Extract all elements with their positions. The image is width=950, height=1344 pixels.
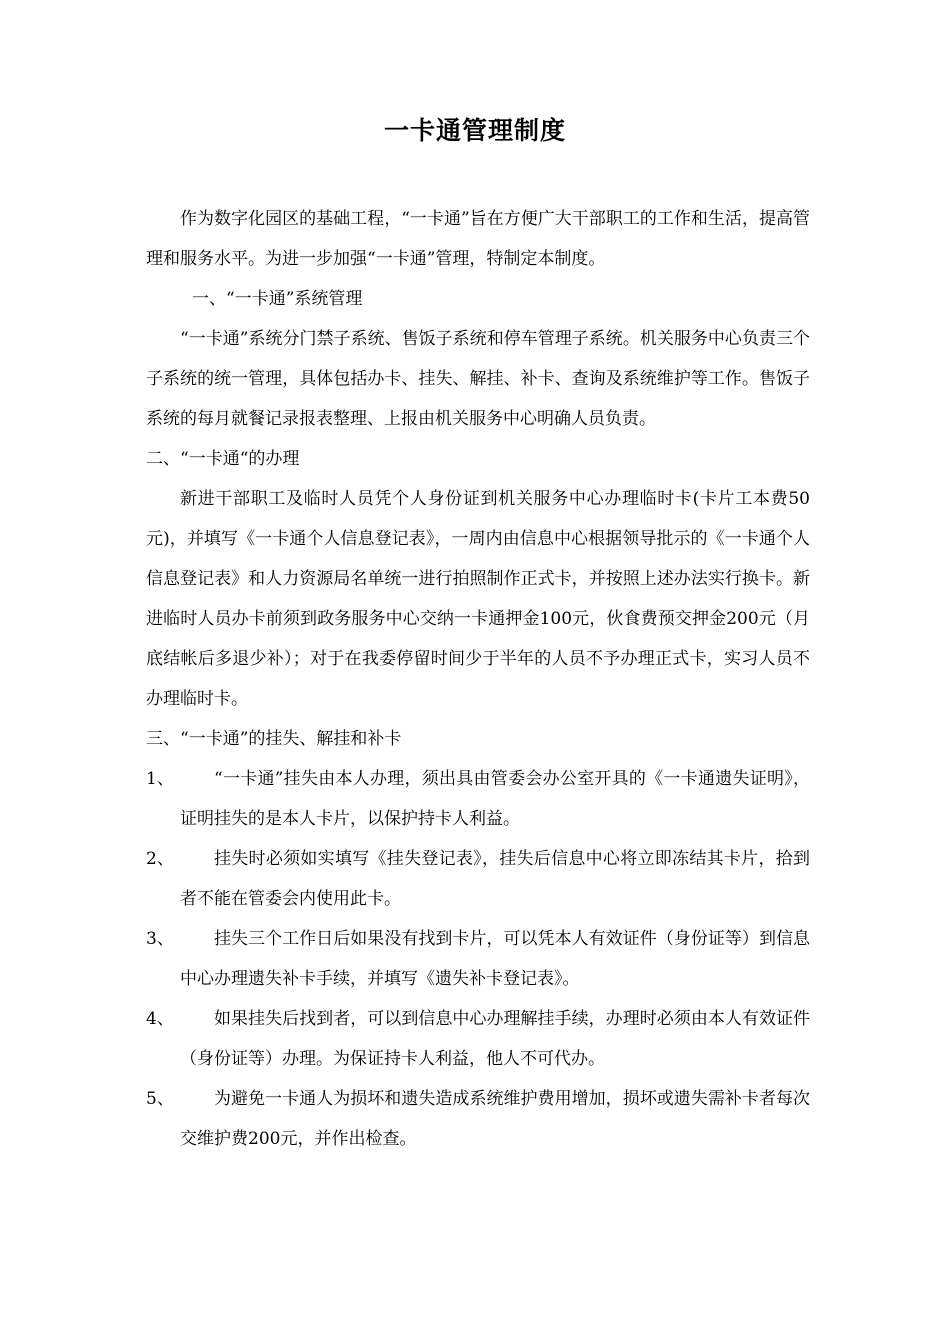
document-body [146, 199, 810, 1159]
list-item-number: 2、 [146, 849, 174, 869]
list-item-text: 挂失三个工作日后如果没有找到卡片，可以凭本人有效证件（身份证等）到信息中心办理遗失补卡手续，并填写《遗失补卡登记表》。 [180, 929, 810, 989]
list-item-text: 如果挂失后找到者，可以到信息中心办理解挂手续，办理时必须由本人有效证件（身份证等）办理。为保证持卡人利益，他人不可代办。 [180, 1009, 810, 1069]
section3-heading: 三、“一卡通”的挂失、解挂和补卡 [146, 729, 402, 749]
list-item-number: 5、 [146, 1089, 174, 1109]
list-item-number: 3、 [146, 929, 174, 949]
list-item [146, 759, 810, 839]
section2-paragraph: 新进干部职工及临时人员凭个人身份证到机关服务中心办理临时卡(卡片工本费50元)，并填写《一卡通个人信息登记表》，一周内由信息中心根据领导批示的《一卡通个人信息登记表》和人力资源局名单统一进行拍照制作正式卡，并按照上述办法实行换卡。新进临时人员办卡前须到政务服务中心交纳一卡通押金100元，伙食费预交押金200元（月底结帐后多退少补）；对于在我委停留时间少于半年的人员不予办理正式卡，实习人员不办理临时卡。 [146, 489, 810, 709]
section1-heading: 一、“一卡通”系统管理 [192, 289, 363, 309]
list-item-text: 挂失时必须如实填写《挂失登记表》，挂失后信息中心将立即冻结其卡片，拾到者不能在管委会内使用此卡。 [180, 849, 810, 909]
list-item-text: “一卡通”挂失由本人办理，须出具由管委会办公室开具的《一卡通遗失证明》，证明挂失的是本人卡片，以保护持卡人利益。 [180, 769, 810, 829]
list-item-number: 4、 [146, 1009, 174, 1029]
list-item [146, 999, 810, 1079]
document-title: 一卡通管理制度 [383, 116, 566, 145]
list-item-number: 1、 [146, 769, 174, 789]
list-item [146, 1079, 810, 1159]
list-item [146, 919, 810, 999]
section2-heading: 二、“一卡通“的办理 [146, 449, 300, 469]
list-item [146, 839, 810, 919]
intro-paragraph: 作为数字化园区的基础工程，“一卡通”旨在方便广大干部职工的工作和生活，提高管理和服务水平。为进一步加强“一卡通”管理，特制定本制度。 [146, 209, 810, 269]
list-item-text: 为避免一卡通人为损坏和遗失造成系统维护费用增加，损坏或遗失需补卡者每次交维护费200元，并作出检查。 [180, 1089, 810, 1149]
section1-paragraph: “一卡通”系统分门禁子系统、售饭子系统和停车管理子系统。机关服务中心负责三个子系统的统一管理，具体包括办卡、挂失、解挂、补卡、查询及系统维护等工作。售饭子系统的每月就餐记录报表整理、上报由机关服务中心明确人员负责。 [146, 329, 810, 429]
